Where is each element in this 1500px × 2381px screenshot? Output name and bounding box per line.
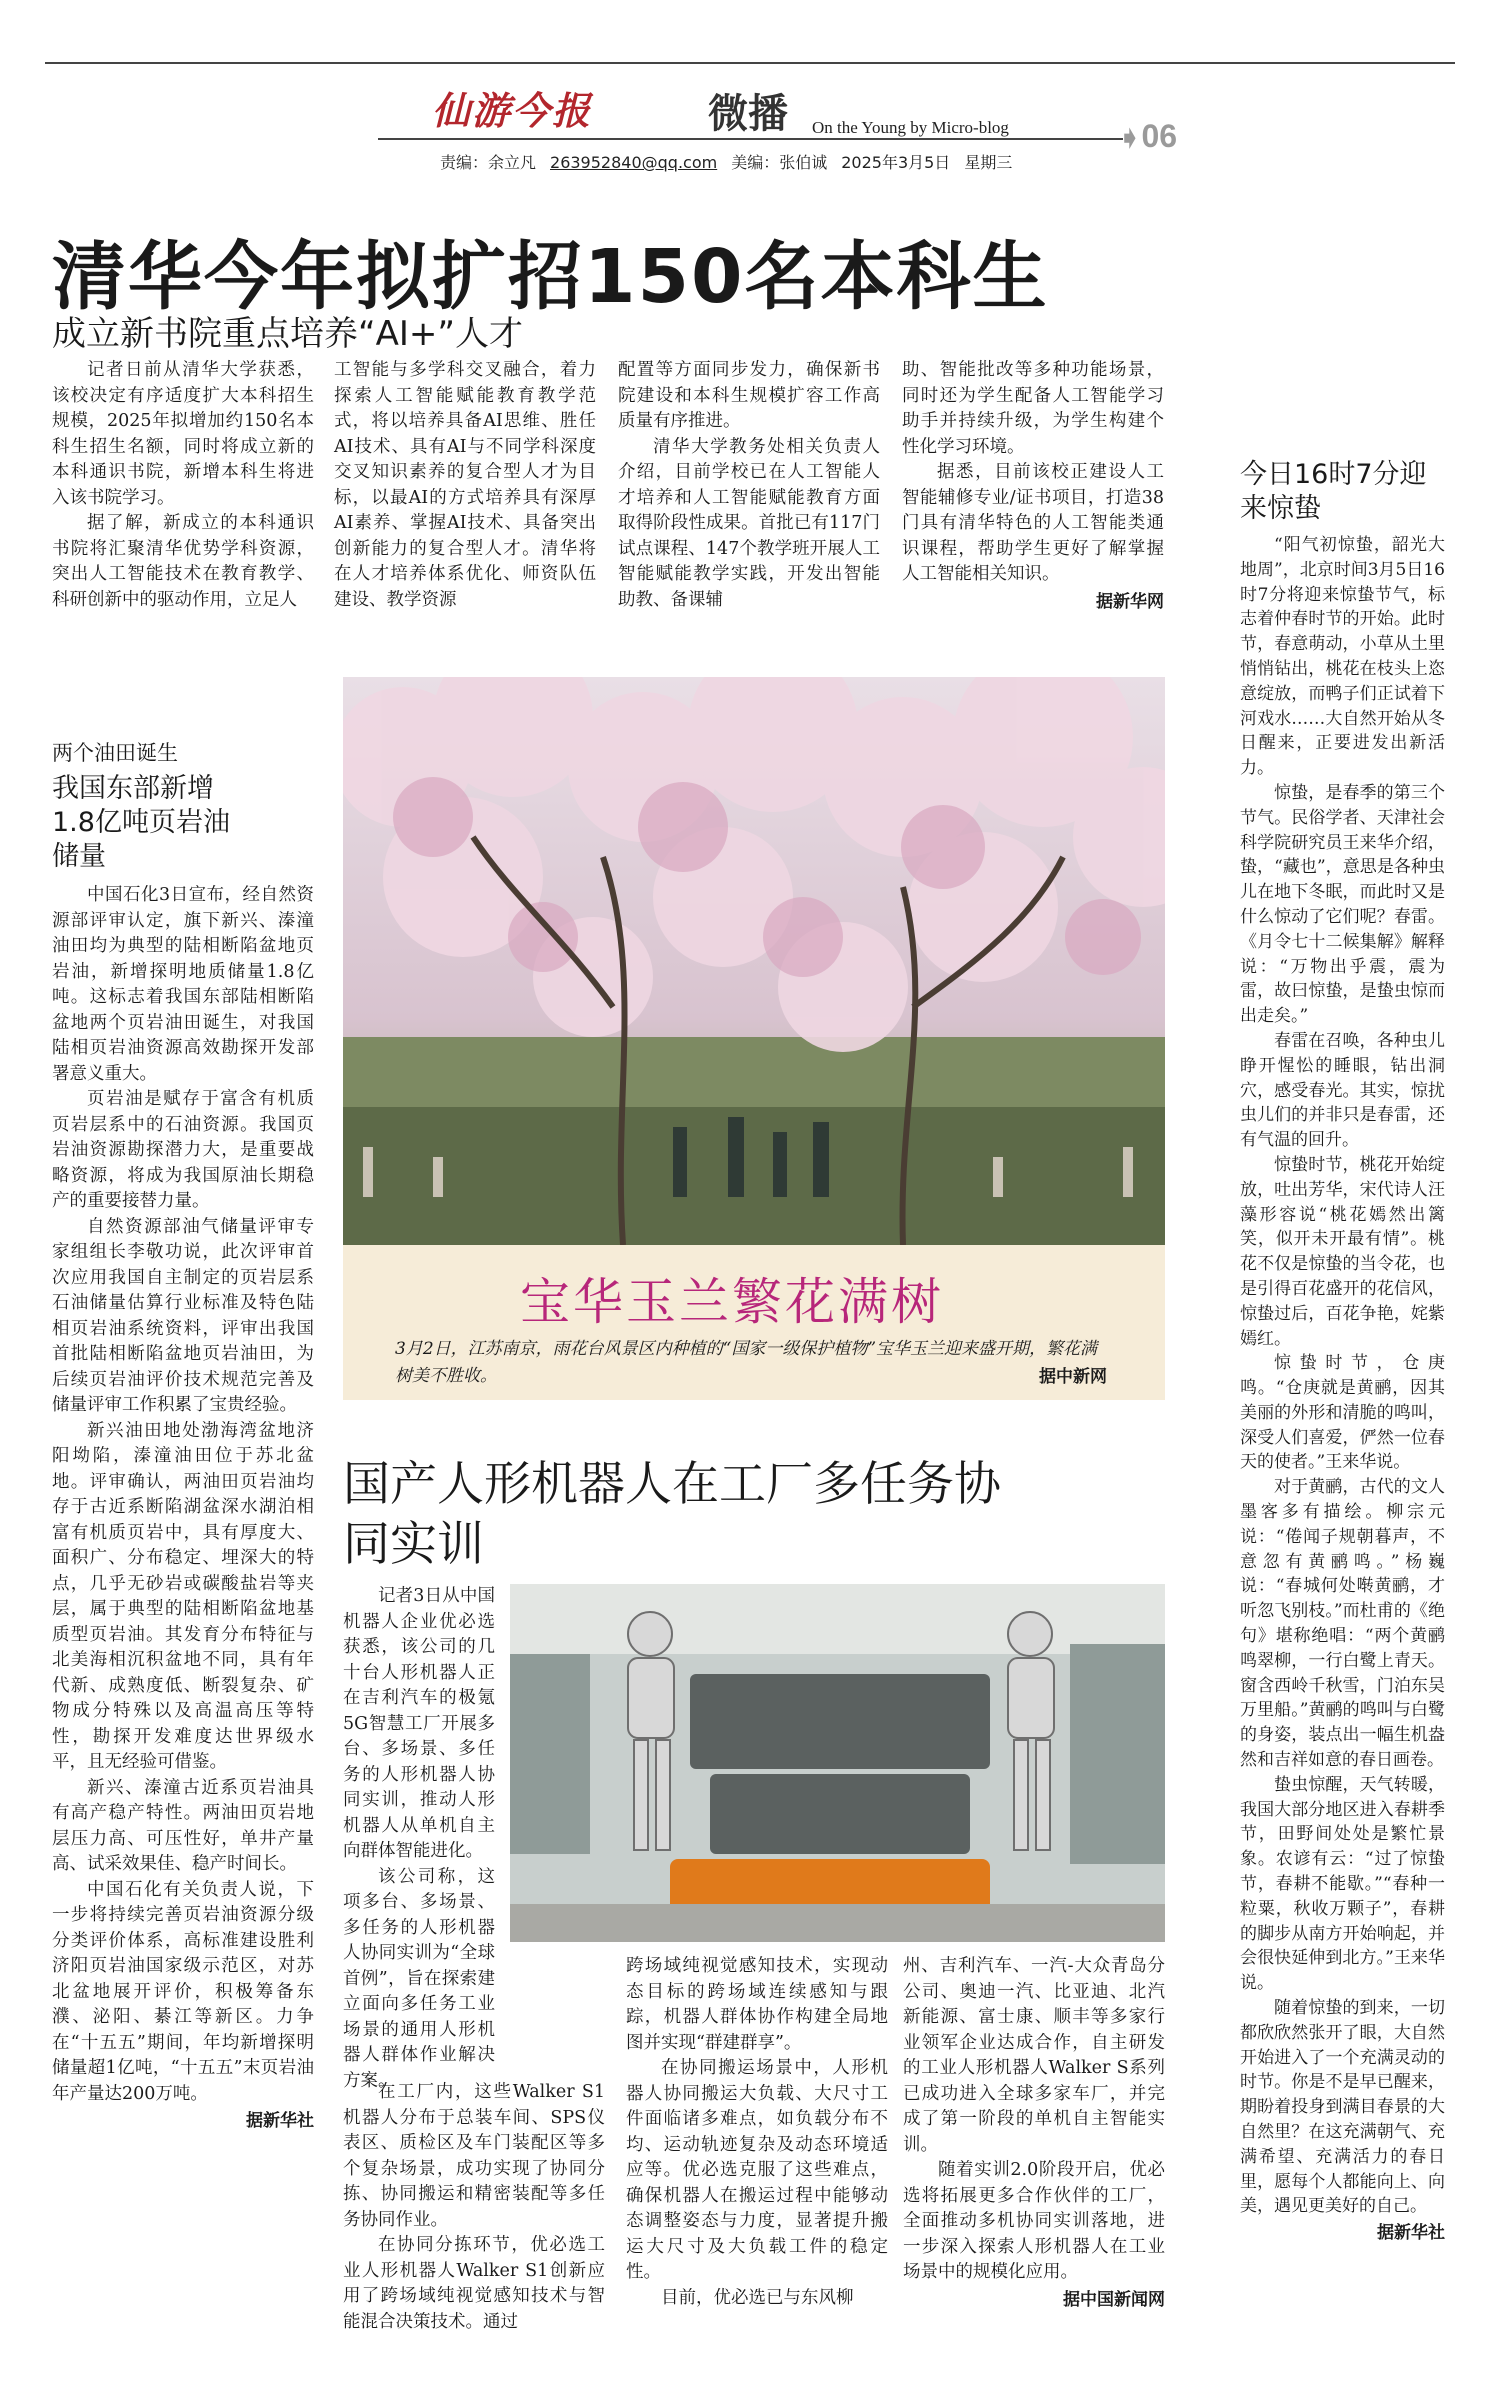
paragraph: 州、吉利汽车、一汽-大众青岛分公司、奥迪一汽、比亚迪、北汽新能源、富士康、顺丰等多家行业领军企业达成合作，自主研发的工业人形机器人Walker S系列已成功进入全球多家车厂，并完成了第一阶段的单机自主智能实训。 [903, 1956, 1165, 2155]
paragraph: 随着惊蛰的到来，一切都欣欣然张开了眼，大自然开始进入了一个充满灵动的时节。你是不是早已醒来，期盼着投身到满目春景的大自然里？在这充满朝气、充满希望、充满活力的春日里，愿每个人都能向上、向美，遇见更美好的自己。 [1240, 1998, 1445, 2217]
jingzhe-article [1240, 533, 1445, 2246]
editor-credit: 责编：余立凡 [440, 153, 537, 172]
paragraph: 据了解，新成立的本科通识书院将汇聚清华优势学科资源，突出人工智能技术在教育教学、科研创新中的驱动作用，立足人 [52, 513, 314, 610]
paragraph: 对于黄鹂，古代的文人墨客多有描绘。柳宗元说：“倦闻子规朝暮声，不意忽有黄鹂鸣。”杨巍说：“春城何处啭黄鹂，才听忽飞别枝。”而杜甫的《绝句》堪称绝唱：“两个黄鹂鸣翠柳，一行白鹭上青天。窗含西岭千秋雪，门泊东吴万里船。”黄鹂的鸣叫与白鹭的身姿，装点出一幅生机盎然和吉祥如意的春日画卷。 [1240, 1477, 1445, 1771]
photo-caption-text: 3月2日，江苏南京，雨花台风景区内种植的“国家一级保护植物”宝华玉兰迎来盛开期，繁花满树美不胜收。 [395, 1339, 1098, 1386]
oil-headline: 我国东部新增1.8亿吨页岩油储量 [52, 773, 230, 872]
robot-column-3 [903, 1954, 1165, 2313]
photo-caption-title: 宝华玉兰繁花满树 [520, 1273, 944, 1331]
editor-email[interactable]: 263952840@qq.com [550, 153, 718, 172]
paragraph: “阳气初惊蛰，韶光大地周”，北京时间3月5日16时7分将迎来惊蛰节气，标志着仲春时节的开始。此时节，春意萌动，小草从土里悄悄钻出，桃花在枝头上恣意绽放，而鸭子们正试着下河戏水……大自然开始从冬日醒来，正要进发出新活力。 [1240, 535, 1445, 779]
jingzhe-byline: 据新华社 [1377, 2223, 1445, 2244]
robot-photo [510, 1584, 1165, 1942]
paragraph: 记者日前从清华大学获悉，该校决定有序适度扩大本科招生规模，2025年拟增加约150名本科生招生名额，同时将成立新的本科通识书院，新增本科生将进入该书院学习。 [52, 360, 314, 508]
paragraph: 跨场域纯视觉感知技术，实现动态目标的跨场域连续感知与跟踪，机器人群体协作构建全局地图并实现“群建群享”。 [626, 1956, 888, 2053]
magnolia-photo [343, 677, 1165, 1245]
paragraph: 据悉，目前该校正建设人工智能辅修专业/证书项目，打造38门具有清华特色的人工智能类通识课程，帮助学生更好了解掌握人工智能相关知识。 [902, 462, 1164, 584]
photo-credit: 据中新网 [1039, 1367, 1107, 1387]
paragraph: 在协同搬运场景中，人形机器人协同搬运大负载、大尺寸工件面临诸多难点，如负载分布不均、运动轨迹复杂及动态环境适应等。优必选克服了这些难点，确保机器人在搬运过程中能够动态调整姿态与力度，显著提升搬运大尺寸及大负载工件的稳定性。 [626, 2058, 888, 2282]
paragraph: 随着实训2.0阶段开启，优必选将拓展更多合作伙伴的工厂，全面推动多机协同实训落地，进一步深入探索人形机器人在工业场景中的规模化应用。 [903, 2160, 1165, 2282]
robot-image [510, 1584, 1165, 1942]
lead-headline: 清华今年拟扩招150名本科生 [52, 234, 1049, 320]
paragraph: 该公司称，这项多台、多场景、多任务的人形机器人协同实训为“全球首例”，旨在探索建立面向多任务工业场景的通用人形机器人群体作业解决方案。 [343, 1866, 495, 2091]
paragraph: 记者3日从中国机器人企业优必选获悉，该公司的几十台人形机器人正在吉利汽车的极氪5G智慧工厂开展多台、多场景、多任务的人形机器人协同实训，推动人形机器人从单机自主向群体智能进化。 [343, 1586, 495, 1861]
top-rule [45, 62, 1455, 64]
oil-kicker: 两个油田诞生 [52, 741, 178, 765]
paragraph: 在工厂内，这些Walker S1机器人分布于总装车间、SPS仪表区、质检区及车门装配区等多个复杂场景，成功实现了协同分拣、协同搬运和精密装配等多任务协同作业。 [343, 2082, 605, 2230]
paragraph: 助、智能批改等多种功能场景，同时还为学生配备人工智能学习助手并持续升级，为学生构建个性化学习环境。 [902, 360, 1164, 457]
lead-column-4 [902, 358, 1164, 615]
robot-column-2 [626, 1954, 888, 2311]
paragraph: 新兴、溱潼古近系页岩油具有高产稳产特性。两油田页岩地层压力高、可压性好，单井产量高、试采效果佳、稳产时间长。 [52, 1777, 314, 1874]
paragraph: 清华大学教务处相关负责人介绍，目前学校已在人工智能人才培养和人工智能赋能教育方面取得阶段性成果。首批已有117门试点课程、147个教学班开展人工智能赋能教学实践，开发出智能助教、备课辅 [618, 436, 880, 610]
oil-byline: 据新华社 [246, 2111, 314, 2131]
robot-column-1a [343, 1584, 495, 2094]
masthead-rule [378, 138, 1123, 140]
robot-column-1b [343, 2080, 605, 2335]
magnolia-image [343, 677, 1165, 1245]
lead-column-1 [52, 358, 314, 613]
paragraph: 中国石化3日宣布，经自然资源部评审认定，旗下新兴、溱潼油田均为典型的陆相断陷盆地页岩油，新增探明地质储量1.8亿吨。这标志着我国东部陆相断陷盆地两个页岩油田诞生，对我国陆相页岩油资源高效勘探开发部署意义重大。 [52, 885, 314, 1084]
issue-weekday: 星期三 [964, 153, 1013, 172]
paragraph: 新兴油田地处渤海湾盆地济阳坳陷，溱潼油田位于苏北盆地。评审确认，两油田页岩油均存于古近系断陷湖盆深水湖泊相富有机质页岩中，具有厚度大、面积广、分布稳定、埋深大的特点，几乎无砂岩或碳酸盐岩等夹层，属于典型的陆相断陷盆地基质型页岩油。其发育分布特征与北美海相沉积盆地不同，具有年代新、成熟度低、断裂复杂、矿物成分特殊以及高温高压等特性，勘探开发难度达世界级水平，且无经验可借鉴。 [52, 1420, 314, 1772]
lead-subhead: 成立新书院重点培养“AI+”人才 [52, 314, 524, 354]
paragraph: 蛰虫惊醒，天气转暖，我国大部分地区进入春耕季节，田野间处处是繁忙景象。农谚有云：“过了惊蛰节，春耕不能歇。”“春种一粒粟，秋收万颗子”，春耕的脚步从南方开始响起，并会很快延伸到北方。”王来华说。 [1240, 1774, 1445, 1994]
paragraph: 工智能与多学科交叉融合，着力探索人工智能赋能教育教学范式，将以培养具备AI思维、胜任AI技术、具有AI与不同学科深度交叉知识素养的复合型人才为目标，以最AI的方式培养具有深厚AI素养、掌握AI技术、具备突出创新能力的复合型人才。清华将在人才培养体系优化、师资队伍建设、教学资源 [334, 360, 596, 610]
oil-article [52, 883, 314, 2135]
jingzhe-headline: 今日16时7分迎来惊蛰 [1240, 459, 1427, 524]
lead-column-2 [334, 358, 596, 613]
lead-column-3 [618, 358, 880, 613]
paragraph: 自然资源部油气储量评审专家组组长李敬功说，此次评审首次应用我国自主制定的页岩层系石油储量估算行业标准及特色陆相页岩油系统资料，评审出我国首批陆相断陷盆地页岩油田，为后续页岩油评价技术规范完善及储量评审工作积累了宝贵经验。 [52, 1216, 314, 1415]
lead-byline: 据新华网 [1096, 591, 1164, 612]
section-title: 微播 [708, 91, 788, 137]
robot-headline: 国产人形机器人在工厂多任务协同实训 [343, 1457, 1001, 1572]
newspaper-logo: 仙游今报 [432, 88, 593, 133]
masthead-meta [440, 150, 1026, 173]
paragraph: 配置等方面同步发力，确保新书院建设和本科生规模扩容工作高质量有序推进。 [618, 360, 880, 431]
paragraph: 春雷在召唤，各种虫儿睁开惺忪的睡眼，钻出洞穴，感受春光。其实，惊扰虫儿们的并非只是春雷，还有气温的回升。 [1240, 1030, 1445, 1151]
page-number: ➧06 [1118, 118, 1178, 154]
paragraph: 中国石化有关负责人说，下一步将持续完善页岩油资源分级分类评价体系，高标准建设胜利济阳页岩油国家级示范区，对苏北盆地展开评价，积极筹备东濮、泌阳、綦江等新区。力争在“十五五”期间，年均新增探明储量超1亿吨，“十五五”末页岩油年产量达200万吨。 [52, 1879, 314, 2104]
robot-byline: 据中国新闻网 [1063, 2289, 1165, 2310]
issue-date: 2025年3月5日 [841, 153, 951, 172]
arrow-icon: ➧ [1118, 122, 1142, 153]
paragraph: 惊蛰时节，仓庚鸣。“仓庚就是黄鹂，因其美丽的外形和清脆的鸣叫，深受人们喜爱，俨然一位春天的使者。”王来华说。 [1240, 1353, 1445, 1473]
designer-credit: 美编：张伯诚 [731, 153, 828, 172]
paragraph: 惊蛰时节，桃花开始绽放，吐出芳华，宋代诗人汪藻形容说“桃花嫣然出篱笑，似开未开最有情”。桃花不仅是惊蛰的当令花，也是引得百花盛开的花信风，惊蛰过后，百花争艳，姹紫嫣红。 [1240, 1154, 1445, 1349]
paragraph: 目前，优必选已与东风柳 [661, 2287, 854, 2308]
paragraph: 惊蛰，是春季的第三个节气。民俗学者、天津社会科学院研究员王来华介绍，蛰，“藏也”，意思是各种虫儿在地下冬眠，而此时又是什么惊动了它们呢？春雷。《月令七十二候集解》解释说：“万物出乎震，震为雷，故曰惊蛰，是蛰虫惊而出走矣。” [1240, 782, 1445, 1027]
paragraph: 页岩油是赋存于富含有机质页岩层系中的石油资源。我国页岩油资源勘探潜力大，是重要战略资源，将成为我国原油长期稳产的重要接替力量。 [52, 1089, 314, 1211]
paragraph: 在协同分拣环节，优必选工业人形机器人Walker S1创新应用了跨场域纯视觉感知技术与智能混合决策技术。通过 [343, 2235, 605, 2332]
section-subtitle: On the Young by Micro-blog [812, 118, 1009, 137]
